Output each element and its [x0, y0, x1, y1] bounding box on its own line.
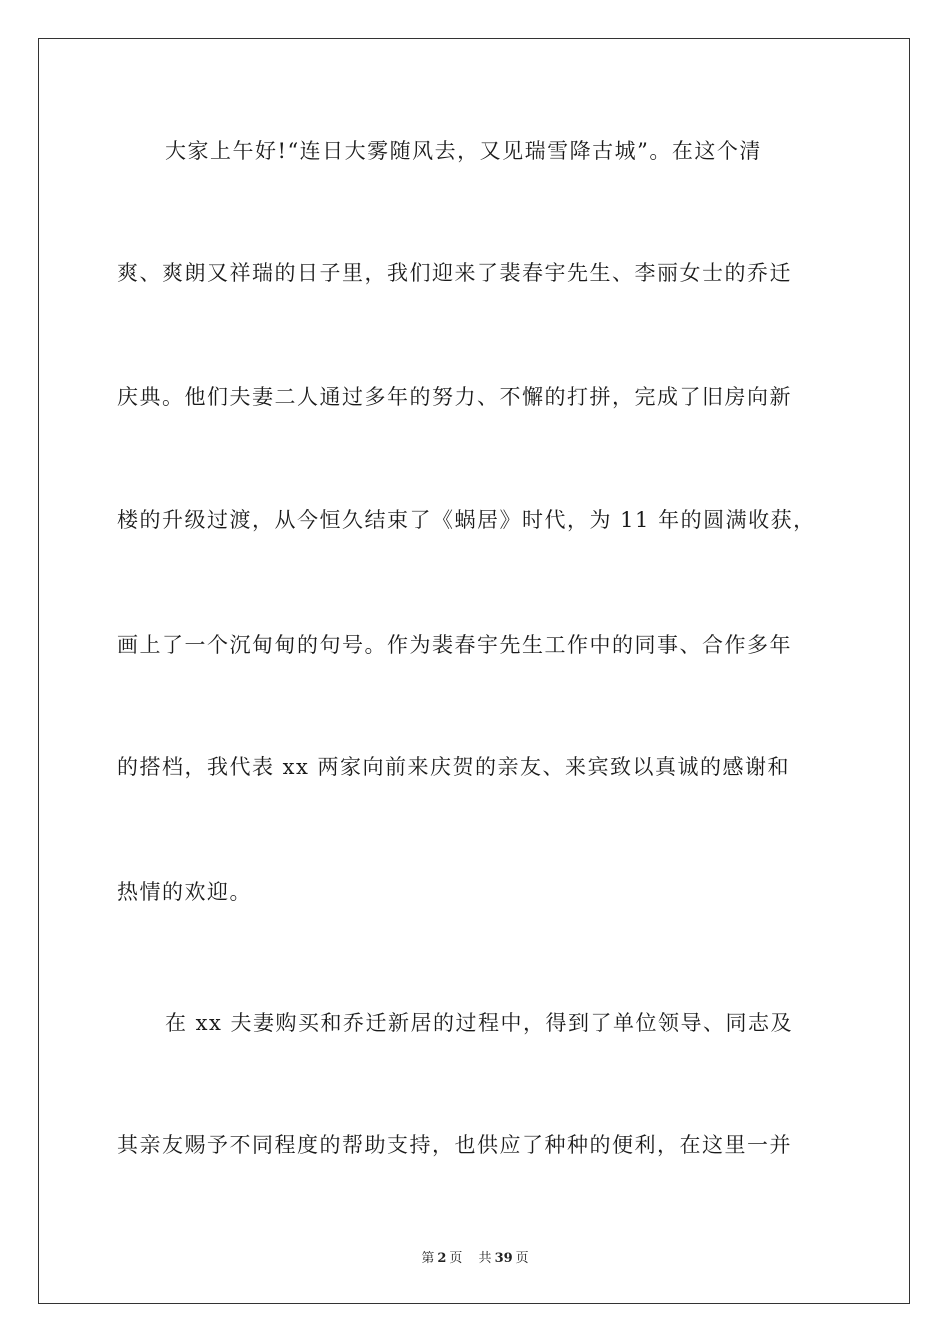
- total-pages: 39: [494, 1251, 513, 1266]
- page-number: 2: [437, 1251, 447, 1266]
- text-line: 热情的欢迎。: [117, 880, 252, 904]
- page-border: [38, 38, 910, 1304]
- text-line: 大家上午好!“连日大雾随风去，又见瑞雪降古城”。在这个清: [165, 139, 762, 163]
- page-suffix: 页: [449, 1251, 463, 1266]
- text-line: 画上了一个沉甸甸的句号。作为裴春宇先生工作中的同事、合作多年: [117, 633, 792, 657]
- text-line: 的搭档，我代表 xx 两家向前来庆贺的亲友、来宾致以真诚的感谢和: [117, 755, 791, 779]
- text-line: 爽、爽朗又祥瑞的日子里，我们迎来了裴春宇先生、李丽女士的乔迁: [117, 261, 792, 285]
- page-footer: [0, 1247, 950, 1266]
- text-line: 楼的升级过渡，从今恒久结束了《蜗居》时代，为 11 年的圆满收获，: [117, 508, 816, 532]
- page-indicator: [418, 1251, 465, 1266]
- text-line: 庆典。他们夫妻二人通过多年的努力、不懈的打拼，完成了旧房向新: [117, 385, 792, 409]
- text-line: 其亲友赐予不同程度的帮助支持，也供应了种种的便利，在这里一并: [117, 1133, 792, 1157]
- total-indicator: [476, 1251, 532, 1266]
- text-line: 在 xx 夫妻购买和乔迁新居的过程中，得到了单位领导、同志及: [165, 1011, 794, 1035]
- total-prefix: 共: [478, 1251, 492, 1266]
- page-prefix: 第: [421, 1251, 435, 1266]
- total-suffix: 页: [515, 1251, 529, 1266]
